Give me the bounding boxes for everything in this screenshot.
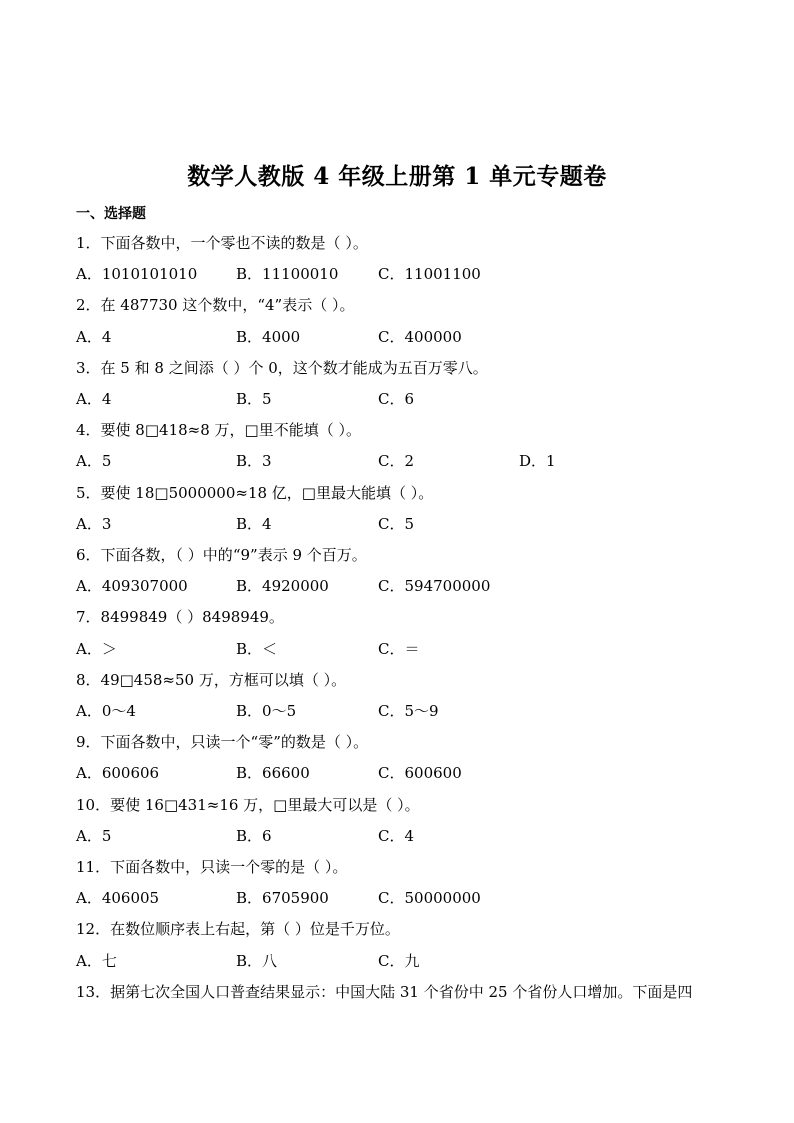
question-text: 3．在 5 和 8 之间添（ ）个 0，这个数才能成为五百万零八。: [76, 358, 488, 377]
section-heading: 一、选择题: [76, 206, 146, 222]
question-text: 4．要使 8□418≈8 万，□里不能填（ ）。: [76, 421, 361, 440]
answer-option: C．594700000: [378, 577, 491, 596]
answer-option: B．6705900: [236, 889, 329, 908]
answer-option: B．66600: [236, 764, 310, 783]
question-text: 8．49□458≈50 万，方框可以填（ ）。: [76, 670, 347, 689]
question-text: 5．要使 18□5000000≈18 亿，□里最大能填（ ）。: [76, 483, 434, 502]
answer-option: A．5: [76, 826, 112, 845]
answer-option: D．1: [519, 452, 556, 471]
answer-option: C．5～9: [378, 702, 439, 720]
answer-option: B．3: [236, 452, 272, 471]
question-text: 6．下面各数，（ ）中的“9”表示 9 个百万。: [76, 546, 367, 564]
answer-option: C．50000000: [378, 889, 481, 908]
question-text: 11．下面各数中，只读一个零的是（ ）。: [76, 858, 348, 876]
question-text: 2．在 487730 这个数中，“4”表示（ ）。: [76, 296, 355, 315]
answer-option: A．七: [76, 951, 117, 970]
answer-option: C．2: [378, 452, 415, 471]
answer-option: B．6: [236, 826, 272, 845]
answer-option: B．4000: [236, 327, 301, 346]
question-text: 1．下面各数中，一个零也不读的数是（ ）。: [76, 234, 368, 252]
answer-option: B．八: [236, 951, 278, 970]
question-text: 9．下面各数中，只读一个“零”的数是（ ）。: [76, 733, 369, 752]
answer-option: C．400000: [378, 327, 462, 346]
answer-option: C．＝: [378, 639, 420, 658]
answer-option: C．600600: [378, 764, 462, 783]
answer-option: A．1010101010: [76, 265, 198, 284]
answer-option: C．4: [378, 826, 415, 845]
answer-option: A．＞: [76, 639, 117, 658]
answer-option: B．11100010: [236, 265, 339, 284]
answer-option: A．409307000: [76, 577, 188, 596]
answer-option: C．11001100: [378, 265, 481, 284]
answer-option: C．5: [378, 514, 415, 533]
answer-option: A．600606: [76, 764, 160, 783]
answer-option: C．6: [378, 390, 415, 408]
answer-option: A．406005: [76, 889, 160, 908]
question-text: 12．在数位顺序表上右起，第（ ）位是千万位。: [76, 920, 400, 939]
answer-option: C．九: [378, 951, 420, 970]
answer-option: A．0～4: [76, 702, 136, 720]
answer-option: B．＜: [236, 639, 278, 658]
answer-option: A．4: [76, 390, 112, 408]
page-title: 数学人教版 4 年级上册第 1 单元专题卷: [187, 163, 607, 190]
answer-option: A．4: [76, 327, 112, 346]
answer-option: B．4920000: [236, 577, 329, 596]
question-text: 7．8499849（ ）8498949。: [76, 608, 284, 627]
question-text: 13．据第七次全国人口普查结果显示：中国大陆 31 个省份中 25 个省份人口增加。下面是四: [76, 982, 693, 1001]
answer-option: B．4: [236, 514, 272, 533]
answer-option: B．5: [236, 390, 272, 408]
answer-option: B．0～5: [236, 702, 297, 720]
answer-option: A．3: [76, 514, 112, 533]
answer-option: A．5: [76, 452, 112, 471]
question-text: 10．要使 16□431≈16 万，□里最大可以是（ ）。: [76, 795, 420, 814]
